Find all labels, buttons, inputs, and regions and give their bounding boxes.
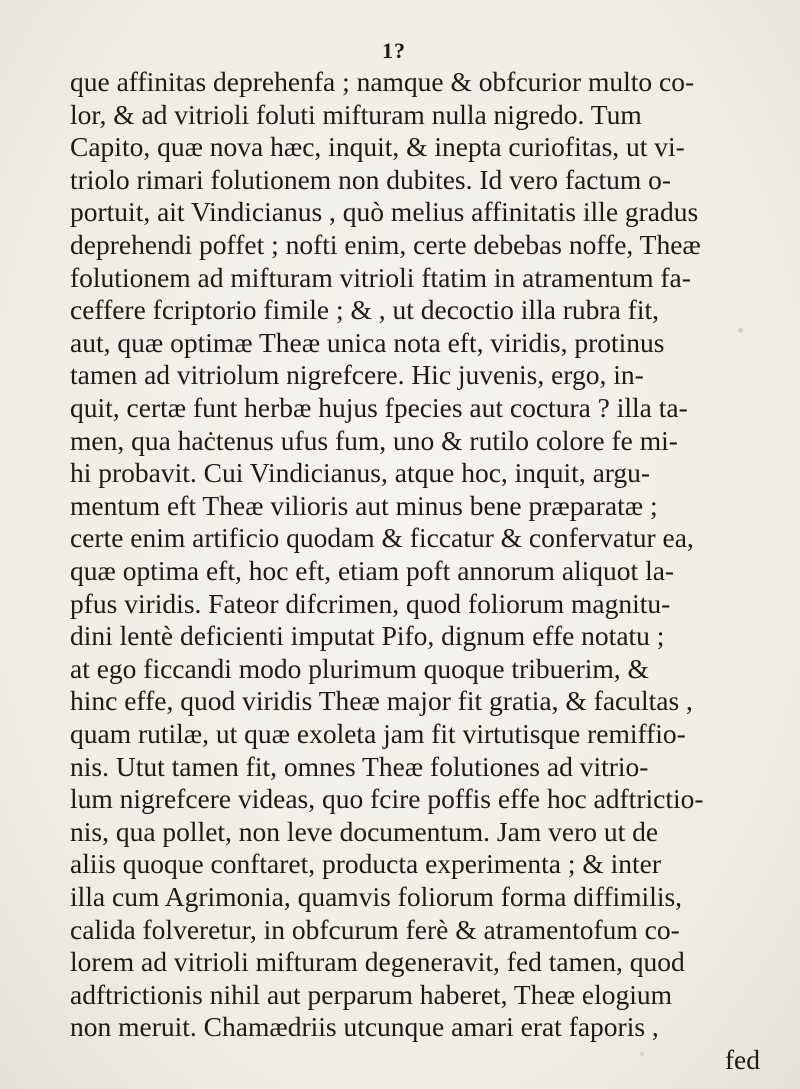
- text-line: deprehendi poffet ; nofti enim, certe debebas noffe, Theæ: [70, 229, 701, 260]
- text-line: dini lentè deficienti imputat Pifo, dignum effe notatu ;: [70, 620, 665, 652]
- text-line: illa cum Agrimonia, quamvis foliorum forma diffimilis,: [70, 881, 683, 912]
- text-line: quam rutilæ, ut quæ exoleta jam fit virtutisque remiffio-: [70, 718, 686, 749]
- text-line: hinc effe, quod viridis Theæ major fit gratia, & facultas ,: [70, 685, 693, 717]
- text-line: aut, quæ optimæ Theæ unica nota eft, viridis, protinus: [70, 326, 665, 358]
- text-line: non meruit. Chamædriis utcunque amari erat faporis ,: [70, 1011, 659, 1043]
- text-line: mentum eft Theæ vilioris aut minus bene præparatæ ;: [70, 489, 658, 521]
- text-line: quæ optima eft, hoc eft, etiam poft annorum aliquot la-: [70, 555, 675, 586]
- text-line: adftrictionis nihil aut perparum haberet, Theæ elogium: [70, 978, 673, 1010]
- text-line: ceffere fcriptorio fimile ; & , ut decoctio illa rubra fit,: [70, 294, 659, 326]
- text-line: lor, & ad vitrioli foluti mifturam nulla nigredo. Tum: [70, 98, 642, 130]
- text-line: hi probavit. Cui Vindicianus, atque hoc, inquit, argu-: [70, 457, 651, 489]
- text-line: que affinitas deprehenfa ; namque & obfcurior multo co-: [70, 66, 695, 97]
- page-number: 1?: [382, 38, 406, 63]
- text-line: tamen ad vitriolum nigrefcere. Hic juvenis, ergo, in-: [70, 359, 644, 391]
- text-line: triolo rimari folutionem non dubites. Id vero factum o-: [70, 163, 672, 195]
- text-line: men, qua haċtenus ufus fum, uno & rutilo colore fe mi-: [70, 424, 678, 456]
- text-line: pfus viridis. Fateor difcrimen, quod foliorum magnitu-: [70, 587, 671, 619]
- text-line: lorem ad vitrioli mifturam degeneravit, fed tamen, quod: [70, 946, 685, 978]
- text-line: nis. Utut tamen fit, omnes Theæ folutiones ad vitrio-: [70, 750, 649, 782]
- text-line: portuit, ait Vindicianus , quò melius affinitatis ille gradus: [70, 196, 699, 228]
- text-line: fed: [724, 1044, 760, 1075]
- text-line: calida folveretur, in obfcurum ferè & atramentofum co-: [70, 913, 680, 945]
- text-line: Capito, quæ nova hæc, inquit, & inepta curiofitas, ut vi-: [70, 131, 685, 163]
- text-line: nis, qua pollet, non leve documentum. Jam vero ut de: [70, 815, 659, 847]
- text-line: lum nigrefcere videas, quo fcire poffis effe hoc adftrictio-: [70, 783, 704, 815]
- text-line: at ego ficcandi modo plurimum quoque tribuerim, &: [70, 652, 649, 684]
- text-line: aliis quoque conftaret, producta experimenta ; & inter: [70, 848, 662, 880]
- paper-spot: [738, 328, 743, 333]
- text-line: folutionem ad mifturam vitrioli ftatim in atramentum fa-: [70, 261, 691, 293]
- paper-spot: [640, 1052, 644, 1056]
- text-line: certe enim artificio quodam & ficcatur & confervatur ea,: [70, 522, 694, 554]
- text-line: quit, certæ funt herbæ hujus fpecies aut coctura ? illa ta-: [70, 392, 688, 423]
